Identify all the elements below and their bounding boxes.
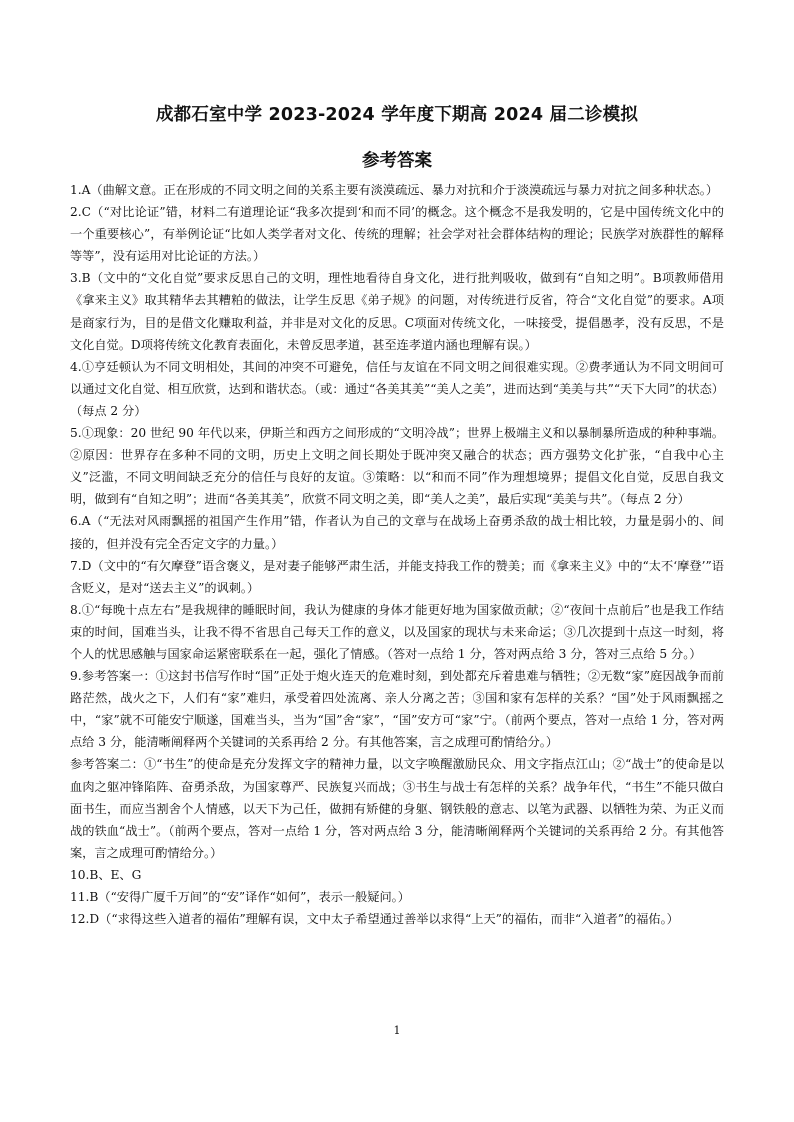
answer-item-9-ref2: 参考答案二：①“书生”的使命是充分发挥文字的精神力量，以文字唤醒激励民众、用文字指点江山；②“战士”的使命是以血肉之躯冲锋陷阵、奋勇杀敌，为国家尊严、民族复兴而战；③书生与战士有怎样的关系？战争年代，“书生”不能只做白面书生，而应当割舍个人情感，以天下为己任，做拥有矫健的身躯、钢铁般的意志、以笔为武器、以牺牲为荣、为正义而战的铁血“战士”。（前两个要点，答对一点给 1 分，答对两点给 3 分，能清晰阐释两个关键词的关系再给 2 分。有其他答案，言之成理可酌情给分。） (70, 757, 724, 860)
answer-list (70, 179, 724, 930)
answer-item-9-ref1: 9.参考答案一：①这封书信写作时“国”正处于炮火连天的危难时刻，到处都充斥着患难与牺牲；②无数“家”庭因战争而前路茫然，战火之下，人们有“家”难归，承受着四处流离、亲人分离之苦；③国和家有怎样的关系？“国”处于风雨飘摇之中，“家”就不可能安宁顺遂，国难当头，当为“国”舍“家”，“国”安方可“家”宁。（前两个要点，答对一点给 1 分，答对两点给 3 分，能清晰阐释两个关键词的关系再给 2 分。有其他答案，言之成理可酌情给分。） (70, 669, 724, 750)
answer-item-1: 1.A（曲解文意。正在形成的不同文明之间的关系主要有淡漠疏远、暴力对抗和介于淡漠疏远与暴力对抗之间多种状态。） (70, 183, 719, 197)
answer-item-3: 3.B（文中的“文化自觉”要求反思自己的文明，理性地看待自身文化，进行批判吸收，做到有“自知之明”。B项教师借用《拿来主义》取其精华去其糟粕的做法，让学生反思《弟子规》的问题，对传统进行反省，符合“文化自觉”的要求。A项是商家行为，目的是借文化赚取利益，并非是对文化的反思。C项面对传统文化，一味接受，提倡愚孝，没有反思，不是文化自觉。D项将传统文化教育表面化，未曾反思孝道，甚至连孝道内涵也理解有误。） (70, 271, 724, 352)
answer-item-7: 7.D（文中的“有欠摩登”语含褒义，是对妻子能够严肃生活，并能支持我工作的赞美；而《拿来主义》中的“太不‘摩登’”语含贬义，是对“送去主义”的讽刺。） (70, 558, 724, 595)
answer-item-2: 2.C（“对比论证”错，材料二有道理论证“我多次提到‘和而不同’的概念。这个概念不是我发明的，它是中国传统文化中的一个重要核心”，有举例论证“比如人类学者对文化、传统的理解；社会学对社会群体结构的理论；民族学对族群性的解释等等”，没有运用对比论证的方法。） (70, 205, 724, 264)
answer-item-11: 11.B（“安得广厦千万间”的“安”译作“如何”，表示一般疑问。） (70, 890, 410, 904)
answer-item-5: 5.①现象：20 世纪 90 年代以来，伊斯兰和西方之间形成的“文明冷战”；世界上极端主义和以暴制暴所造成的种种事端。②原因：世界存在多种不同的文明，历史上文明之间长期处于既冲突又融合的状态；西方强势文化扩张，“自我中心主义”泛滥，不同文明间缺乏充分的信任与良好的友谊。③策略：以“和而不同”作为理想境界；提倡文化自觉，反思自我文明，做到有“自知之明”；进而“各美其美”，欣赏不同文明之美，即“美人之美”，最后实现“美美与共”。（每点 2 分） (70, 426, 724, 507)
page-number: 1 (393, 1024, 401, 1037)
page-subtitle: 参考答案 (362, 151, 432, 171)
answer-item-6: 6.A（“无法对风雨飘摇的祖国产生作用”错，作者认为自己的文章与在战场上奋勇杀敌的战士相比较，力量是弱小的、间接的，但并没有完全否定文字的力量。） (70, 514, 724, 551)
answer-item-12: 12.D（“求得这些入道者的福佑”理解有误，文中太子希望通过善举以求得“上天”的福佑，而非“入道者”的福佑。） (70, 912, 679, 927)
answer-item-10: 10.B、E、G (70, 867, 142, 882)
page-title: 成都石室中学 2023-2024 学年度下期高 2024 届二诊模拟 (155, 105, 639, 125)
answer-item-8: 8.①“每晚十点左右”是我规律的睡眠时间，我认为健康的身体才能更好地为国家做贡献；②“夜间十点前后”也是我工作结束的时间，国难当头，让我不得不省思自己每天工作的意义，以及国家的现状与未来命运；③几次提到十点这一时刻，将个人的忧思感触与国家命运紧密联系在一起，强化了情感。（答对一点给 1 分，答对两点给 3 分，答对三点给 5 分。） (70, 602, 724, 661)
answer-item-4: 4.①亨廷顿认为不同文明相处，其间的冲突不可避免，信任与友谊在不同文明之间很难实现。②费孝通认为不同文明间可以通过文化自觉、相互欣赏，达到和谐状态。（或：通过“各美其美”“美人之美”，进而达到“美美与共”“天下大同”的状态）（每点 2 分） (70, 359, 724, 418)
